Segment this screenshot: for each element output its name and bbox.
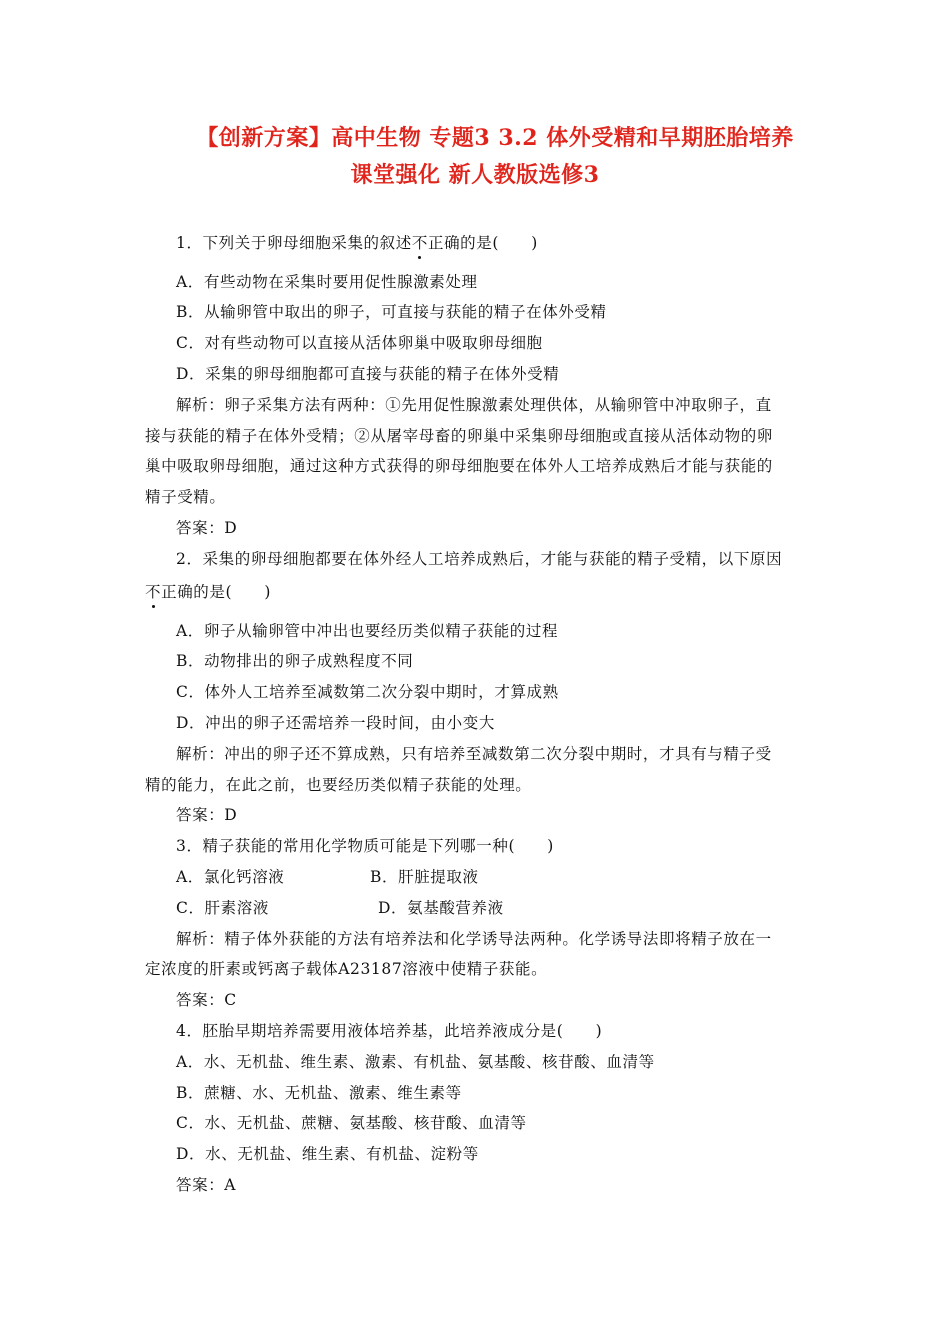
q1-stem-part-a: 1．下列关于卵母细胞采集的叙述 (176, 234, 412, 252)
q1-explanation-line1: 解析：卵子采集方法有两种：①先用促性腺激素处理供体，从输卵管中冲取卵子，直 (176, 396, 772, 414)
q3-stem: 3．精子获能的常用化学物质可能是下列哪一种( ) (176, 837, 554, 855)
q1-explanation-line2: 接与获能的精子在体外受精；②从屠宰母畜的卵巢中采集卵母细胞或直接从活体动物的卵 (145, 427, 773, 445)
q1-option-c: C．对有些动物可以直接从活体卵巢中吸取卵母细胞 (176, 334, 543, 352)
q1-stem-part-b: 正确的是( ) (427, 234, 538, 252)
q1-explanation-line3: 巢中吸取卵母细胞，通过这种方式获得的卵母细胞要在体外人工培养成熟后才能与获能的 (145, 457, 773, 475)
q3-options-row1 (176, 865, 776, 887)
q4-option-d: D．水、无机盐、维生素、有机盐、淀粉等 (176, 1145, 479, 1163)
q1-explanation-line4: 精子受精。 (145, 488, 226, 506)
q3-option-d: D．氨基酸营养液 (378, 899, 504, 917)
q2-explanation-line1: 解析：冲出的卵子还不算成熟，只有培养至减数第二次分裂中期时，才具有与精子受 (176, 745, 772, 763)
q3-answer: 答案：C (176, 991, 237, 1009)
q4-answer: 答案：A (176, 1176, 237, 1194)
q1-stem (176, 231, 538, 253)
q1-option-b: B．从输卵管中取出的卵子，可直接与获能的精子在体外受精 (176, 303, 607, 321)
document-title-line2: 课堂强化 新人教版选修3 (350, 162, 600, 188)
q4-option-a: A．水、无机盐、维生素、激素、有机盐、氨基酸、核苷酸、血清等 (176, 1053, 655, 1071)
q2-stem-emphasis: 不 (145, 583, 162, 601)
q1-answer: 答案：D (176, 519, 238, 537)
q4-option-c: C．水、无机盐、蔗糖、氨基酸、核苷酸、血清等 (176, 1114, 527, 1132)
q2-option-a: A．卵子从输卵管中冲出也要经历类似精子获能的过程 (176, 622, 559, 640)
q3-option-b: B．肝脏提取液 (370, 868, 479, 886)
q2-stem-line2 (145, 580, 271, 602)
q2-stem-line1: 2．采集的卵母细胞都要在体外经人工培养成熟后，才能与获能的精子受精，以下原因 (176, 550, 783, 568)
q2-option-d: D．冲出的卵子还需培养一段时间，由小变大 (176, 714, 495, 732)
q2-option-c: C．体外人工培养至减数第二次分裂中期时，才算成熟 (176, 683, 559, 701)
q2-option-b: B．动物排出的卵子成熟程度不同 (176, 652, 414, 670)
q4-stem: 4．胚胎早期培养需要用液体培养基，此培养液成分是( ) (176, 1022, 603, 1040)
q1-stem-emphasis: 不 (411, 234, 428, 252)
q3-option-c: C．肝素溶液 (176, 899, 269, 917)
q3-explanation-line1: 解析：精子体外获能的方法有培养法和化学诱导法两种。化学诱导法即将精子放在一 (176, 930, 772, 948)
q1-option-d: D．采集的卵母细胞都可直接与获能的精子在体外受精 (176, 365, 560, 383)
q1-option-a: A．有些动物在采集时要用促性腺激素处理 (176, 273, 478, 291)
q3-options-row2 (176, 896, 776, 918)
q2-stem-part-b: 正确的是( ) (161, 583, 272, 601)
q3-option-a: A．氯化钙溶液 (176, 868, 285, 886)
document-title-line1: 【创新方案】高中生物 专题3 3.2 体外受精和早期胚胎培养 (196, 125, 794, 151)
q2-explanation-line2: 精的能力，在此之前，也要经历类似精子获能的处理。 (145, 776, 532, 794)
q2-answer: 答案：D (176, 806, 238, 824)
q3-explanation-line2: 定浓度的肝素或钙离子载体A23187溶液中使精子获能。 (145, 960, 548, 978)
q4-option-b: B．蔗糖、水、无机盐、激素、维生素等 (176, 1084, 462, 1102)
